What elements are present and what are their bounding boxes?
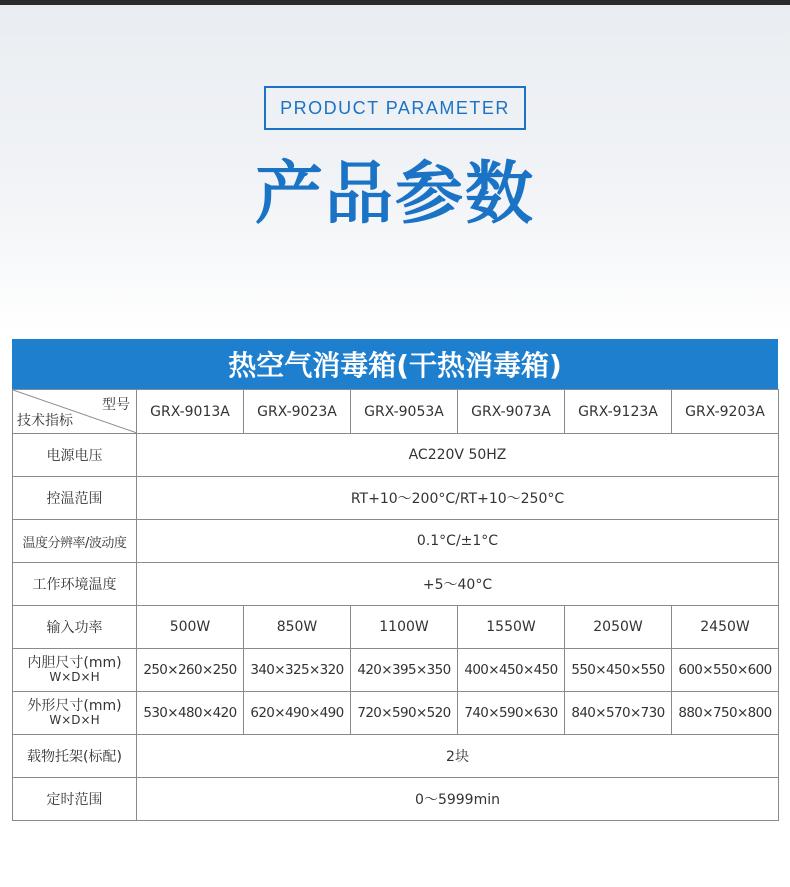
power-cell: 2450W — [672, 606, 779, 649]
dimension-cell: 420×395×350 — [351, 649, 458, 692]
row-label: 输入功率 — [13, 606, 137, 649]
row-value: 0.1°C/±1°C — [137, 520, 779, 563]
power-cell: 1550W — [458, 606, 565, 649]
dimension-cell: 530×480×420 — [137, 692, 244, 735]
row-label: 定时范围 — [13, 778, 137, 821]
power-cell: 500W — [137, 606, 244, 649]
table-row-outer-size — [13, 692, 779, 735]
row-label — [13, 692, 137, 735]
row-label: 工作环境温度 — [13, 563, 137, 606]
top-border-line — [0, 0, 790, 5]
table-row-inner-size — [13, 649, 779, 692]
dimension-cell: 620×490×490 — [244, 692, 351, 735]
table-row-shelf — [13, 735, 779, 778]
row-value: 0～5999min — [137, 778, 779, 821]
row-label: 控温范围 — [13, 477, 137, 520]
dimension-cell: 720×590×520 — [351, 692, 458, 735]
row-value: RT+10～200°C/RT+10～250°C — [137, 477, 779, 520]
table-row-ambient — [13, 563, 779, 606]
table-row-models — [13, 390, 779, 434]
dimension-cell: 840×570×730 — [565, 692, 672, 735]
table-row-temp-range — [13, 477, 779, 520]
model-cell: GRX-9073A — [458, 390, 565, 434]
row-value: +5～40°C — [137, 563, 779, 606]
table-row-resolution — [13, 520, 779, 563]
table-row-voltage — [13, 434, 779, 477]
table-row-power — [13, 606, 779, 649]
dimension-cell: 600×550×600 — [672, 649, 779, 692]
row-label — [13, 649, 137, 692]
row-label-sub: W×D×H — [49, 713, 100, 727]
product-parameter-badge: PRODUCT PARAMETER — [264, 86, 526, 130]
model-cell: GRX-9203A — [672, 390, 779, 434]
row-label-main: 内胆尺寸(mm) — [27, 655, 122, 671]
row-label-sub: W×D×H — [49, 670, 100, 684]
row-label-main: 外形尺寸(mm) — [27, 698, 122, 714]
dimension-cell: 340×325×320 — [244, 649, 351, 692]
corner-cell — [13, 390, 137, 434]
dimension-cell: 250×260×250 — [137, 649, 244, 692]
row-label: 载物托架(标配) — [13, 735, 137, 778]
row-value: 2块 — [137, 735, 779, 778]
model-cell: GRX-9053A — [351, 390, 458, 434]
row-label: 电源电压 — [13, 434, 137, 477]
dimension-cell: 740×590×630 — [458, 692, 565, 735]
dimension-cell: 550×450×550 — [565, 649, 672, 692]
corner-label-spec: 技术指标 — [17, 413, 73, 429]
model-cell: GRX-9023A — [244, 390, 351, 434]
dimension-cell: 880×750×800 — [672, 692, 779, 735]
model-cell: GRX-9123A — [565, 390, 672, 434]
corner-label-model: 型号 — [102, 397, 130, 413]
dimension-cell: 400×450×450 — [458, 649, 565, 692]
parameter-table — [12, 389, 779, 821]
power-cell: 1100W — [351, 606, 458, 649]
model-cell: GRX-9013A — [137, 390, 244, 434]
row-value: AC220V 50HZ — [137, 434, 779, 477]
page-title: 产品参数 — [254, 155, 535, 234]
row-label: 温度分辨率/波动度 — [13, 520, 137, 563]
table-row-timer — [13, 778, 779, 821]
power-cell: 2050W — [565, 606, 672, 649]
table-title: 热空气消毒箱(干热消毒箱) — [12, 339, 778, 389]
power-cell: 850W — [244, 606, 351, 649]
